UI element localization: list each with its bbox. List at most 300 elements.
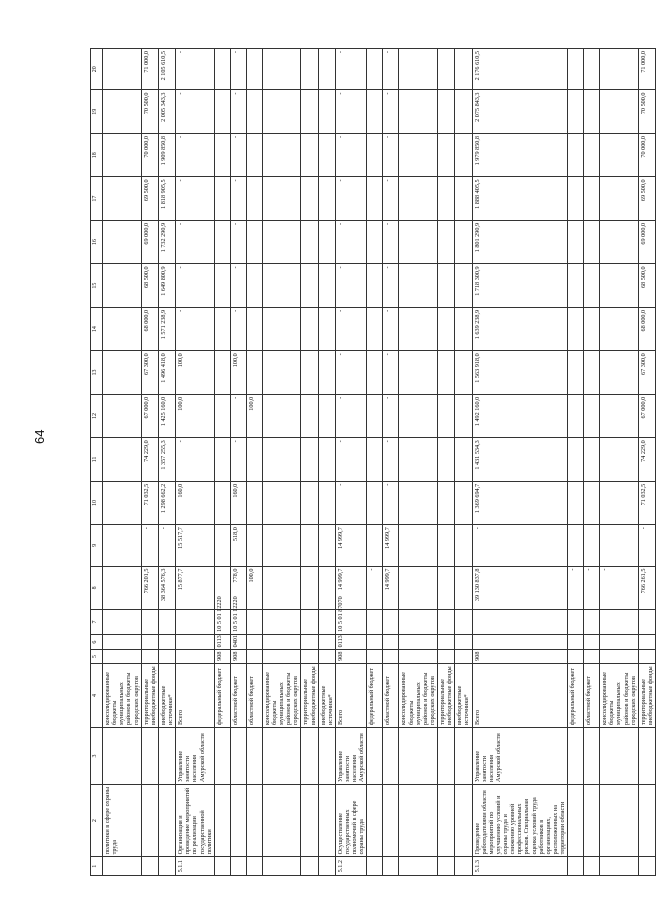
table-cell: 2 105 610,5 bbox=[158, 49, 175, 91]
table-cell bbox=[399, 634, 438, 650]
table-cell bbox=[214, 49, 230, 91]
table-cell bbox=[568, 49, 584, 91]
table-cell bbox=[246, 49, 262, 91]
table-cell bbox=[568, 307, 584, 350]
table-cell: - bbox=[335, 394, 367, 437]
table-cell: 1 298 662,2 bbox=[158, 481, 175, 524]
table-cell bbox=[438, 351, 455, 394]
table-cell bbox=[214, 784, 230, 856]
table-cell: 70 500,0 bbox=[141, 90, 158, 133]
table-cell bbox=[103, 525, 142, 566]
table-cell: - bbox=[230, 438, 246, 481]
column-header: 18 bbox=[91, 133, 103, 176]
table-cell bbox=[246, 177, 262, 220]
table-cell: 68 000,0 bbox=[638, 307, 655, 350]
table-cell bbox=[367, 307, 383, 350]
column-header: 17 bbox=[91, 177, 103, 220]
table-cell: 15 877,7 bbox=[176, 566, 215, 609]
table-cell bbox=[584, 650, 600, 663]
table-cell: территориальные внебюджетные фонды bbox=[301, 663, 318, 727]
table-cell bbox=[103, 438, 142, 481]
table-cell bbox=[301, 351, 318, 394]
table-cell: федеральный бюджет bbox=[568, 663, 584, 727]
table-cell bbox=[399, 90, 438, 133]
table-cell: - bbox=[335, 351, 367, 394]
table-row bbox=[230, 49, 246, 876]
table-cell: 908 bbox=[335, 650, 367, 663]
table-cell: областной бюджет bbox=[584, 663, 600, 727]
table-cell: Проведение работодателями области мероприятий по улучшению условий и охраны труда и снижению уровней профессиональных рисков. Специальная оценка условий труда работников в организациях, расположенных на территории области bbox=[472, 784, 568, 856]
table-cell: 2 176 610,5 bbox=[472, 49, 568, 91]
table-cell bbox=[399, 784, 438, 856]
table-cell: 1 425 160,0 bbox=[158, 394, 175, 437]
table-cell: 67 000,0 bbox=[638, 394, 655, 437]
table-cell bbox=[301, 90, 318, 133]
table-cell bbox=[438, 784, 455, 856]
table-cell bbox=[638, 857, 655, 876]
table-cell: 1 818 905,5 bbox=[158, 177, 175, 220]
table-cell: внебюджетные источники* bbox=[318, 663, 335, 727]
table-cell: 39 130 837,8 bbox=[472, 566, 568, 609]
table-cell bbox=[584, 351, 600, 394]
table-cell bbox=[318, 307, 335, 350]
table-cell: - bbox=[230, 90, 246, 133]
column-header: 20 bbox=[91, 49, 103, 91]
table-cell bbox=[600, 784, 639, 856]
table-cell bbox=[455, 650, 472, 663]
table-cell bbox=[367, 264, 383, 307]
table-cell bbox=[301, 566, 318, 609]
table-cell bbox=[214, 438, 230, 481]
column-header: 8 bbox=[91, 566, 103, 609]
table-cell bbox=[246, 438, 262, 481]
table-cell bbox=[600, 650, 639, 663]
table-cell: - bbox=[176, 307, 215, 350]
table-cell bbox=[399, 728, 438, 785]
table-cell bbox=[301, 133, 318, 176]
table-cell bbox=[367, 220, 383, 263]
table-cell bbox=[262, 49, 301, 91]
table-cell bbox=[301, 728, 318, 785]
table-cell bbox=[600, 634, 639, 650]
table-cell bbox=[367, 525, 383, 566]
column-header: 6 bbox=[91, 634, 103, 650]
table-cell: 70 500,0 bbox=[638, 90, 655, 133]
table-cell: - bbox=[383, 307, 399, 350]
table-cell bbox=[568, 351, 584, 394]
table-cell: - bbox=[335, 481, 367, 524]
table-cell: 1 801 290,9 bbox=[472, 220, 568, 263]
table-cell: территориальные внебюджетные фонды bbox=[141, 663, 158, 727]
table-row bbox=[214, 49, 230, 876]
table-cell: - bbox=[638, 525, 655, 566]
table-cell bbox=[600, 220, 639, 263]
table-cell: 14 999,7 bbox=[335, 525, 367, 566]
table-cell: 1 357 255,3 bbox=[158, 438, 175, 481]
table-cell bbox=[214, 481, 230, 524]
rotated-table-container bbox=[90, 48, 654, 876]
table-cell bbox=[568, 438, 584, 481]
table-cell: - bbox=[176, 220, 215, 263]
table-cell bbox=[455, 49, 472, 91]
table-cell bbox=[318, 264, 335, 307]
table-cell bbox=[318, 351, 335, 394]
table-cell bbox=[367, 90, 383, 133]
table-cell bbox=[262, 728, 301, 785]
table-cell bbox=[438, 857, 455, 876]
table-cell bbox=[600, 49, 639, 91]
table-cell: 10 5 01 12220 bbox=[230, 610, 246, 635]
table-cell bbox=[399, 351, 438, 394]
table-cell: 67 000,0 bbox=[141, 394, 158, 437]
table-cell: - bbox=[335, 49, 367, 91]
table-cell bbox=[103, 177, 142, 220]
table-cell bbox=[367, 177, 383, 220]
table-cell bbox=[455, 481, 472, 524]
table-cell: - bbox=[383, 177, 399, 220]
table-cell bbox=[455, 634, 472, 650]
budget-table bbox=[90, 48, 656, 876]
table-cell: 908 bbox=[214, 650, 230, 663]
table-cell bbox=[103, 49, 142, 91]
table-cell bbox=[246, 634, 262, 650]
table-cell: - bbox=[176, 177, 215, 220]
table-cell: 38 364 576,3 bbox=[158, 566, 175, 609]
table-cell bbox=[584, 307, 600, 350]
table-cell bbox=[638, 784, 655, 856]
table-cell bbox=[600, 90, 639, 133]
table-cell: - bbox=[383, 90, 399, 133]
column-header: 16 bbox=[91, 220, 103, 263]
table-cell bbox=[103, 650, 142, 663]
column-header: 5 bbox=[91, 650, 103, 663]
table-cell: 69 500,0 bbox=[141, 177, 158, 220]
table-cell: 778,0 bbox=[230, 566, 246, 609]
table-cell bbox=[246, 220, 262, 263]
table-cell: 0113 bbox=[214, 634, 230, 650]
table-cell: - bbox=[472, 525, 568, 566]
table-cell: - bbox=[335, 264, 367, 307]
table-cell bbox=[399, 307, 438, 350]
table-cell bbox=[103, 394, 142, 437]
table-row bbox=[141, 49, 158, 876]
table-cell bbox=[230, 857, 246, 876]
table-cell: 100,0 bbox=[246, 566, 262, 609]
table-cell bbox=[568, 220, 584, 263]
table-cell bbox=[176, 634, 215, 650]
table-cell: федеральный бюджет bbox=[214, 663, 230, 727]
page-number: 64 bbox=[32, 429, 47, 444]
column-header: 10 bbox=[91, 481, 103, 524]
table-cell: 14 999,7 bbox=[383, 525, 399, 566]
table-cell: 71 000,0 bbox=[141, 49, 158, 91]
table-cell: 1 496 418,0 bbox=[158, 351, 175, 394]
table-cell bbox=[318, 634, 335, 650]
table-cell bbox=[438, 566, 455, 609]
table-cell bbox=[600, 177, 639, 220]
table-cell bbox=[399, 481, 438, 524]
table-cell bbox=[318, 481, 335, 524]
table-cell: 70 000,0 bbox=[638, 133, 655, 176]
table-cell: 100,0 bbox=[176, 351, 215, 394]
table-cell: 74 229,0 bbox=[141, 438, 158, 481]
table-cell: 0113 bbox=[335, 634, 367, 650]
table-cell bbox=[438, 264, 455, 307]
table-cell bbox=[103, 220, 142, 263]
table-cell bbox=[584, 784, 600, 856]
table-cell: областной бюджет bbox=[230, 663, 246, 727]
table-cell: 0401 bbox=[230, 634, 246, 650]
table-cell bbox=[438, 307, 455, 350]
table-cell: - bbox=[383, 438, 399, 481]
table-cell bbox=[103, 857, 142, 876]
table-cell: - bbox=[367, 566, 383, 609]
table-cell bbox=[246, 610, 262, 635]
table-header-row bbox=[91, 49, 103, 876]
table-cell: 1 909 850,8 bbox=[158, 133, 175, 176]
table-cell bbox=[367, 610, 383, 635]
table-cell bbox=[214, 220, 230, 263]
table-row bbox=[600, 49, 639, 876]
table-cell: 67 300,0 bbox=[141, 351, 158, 394]
table-cell: 1 979 850,8 bbox=[472, 133, 568, 176]
table-cell bbox=[214, 525, 230, 566]
table-cell bbox=[568, 784, 584, 856]
table-cell bbox=[399, 177, 438, 220]
column-header: 13 bbox=[91, 351, 103, 394]
table-row bbox=[246, 49, 262, 876]
table-row bbox=[318, 49, 335, 876]
table-row bbox=[158, 49, 175, 876]
table-row bbox=[399, 49, 438, 876]
table-cell bbox=[318, 177, 335, 220]
table-cell: территориальные внебюджетные фонды bbox=[638, 663, 655, 727]
table-cell bbox=[262, 220, 301, 263]
table-cell: 1 492 160,0 bbox=[472, 394, 568, 437]
table-cell: - bbox=[383, 133, 399, 176]
table-cell bbox=[383, 610, 399, 635]
table-cell bbox=[262, 566, 301, 609]
table-cell: 71 000,0 bbox=[638, 49, 655, 91]
table-cell: 1 888 405,5 bbox=[472, 177, 568, 220]
table-cell bbox=[367, 481, 383, 524]
table-cell: - bbox=[230, 49, 246, 91]
table-cell bbox=[214, 394, 230, 437]
table-cell bbox=[301, 438, 318, 481]
table-cell bbox=[301, 784, 318, 856]
table-cell: 71 032,5 bbox=[638, 481, 655, 524]
table-cell bbox=[367, 784, 383, 856]
table-cell bbox=[584, 610, 600, 635]
table-cell bbox=[141, 610, 158, 635]
table-cell: - bbox=[176, 49, 215, 91]
table-cell bbox=[367, 133, 383, 176]
table-cell bbox=[584, 728, 600, 785]
table-cell bbox=[262, 438, 301, 481]
table-row bbox=[176, 49, 215, 876]
table-cell: Управление занятости населения Амурской области bbox=[176, 728, 215, 785]
column-header: 19 bbox=[91, 90, 103, 133]
table-cell bbox=[246, 525, 262, 566]
table-cell bbox=[438, 220, 455, 263]
table-cell bbox=[568, 634, 584, 650]
table-cell: 1 571 238,9 bbox=[158, 307, 175, 350]
column-header: 14 bbox=[91, 307, 103, 350]
table-cell: 1 369 694,7 bbox=[472, 481, 568, 524]
table-cell: 160,0 bbox=[176, 481, 215, 524]
table-cell bbox=[600, 351, 639, 394]
column-header: 15 bbox=[91, 264, 103, 307]
table-cell bbox=[103, 264, 142, 307]
table-cell: 160,0 bbox=[230, 481, 246, 524]
table-cell bbox=[600, 438, 639, 481]
table-cell bbox=[318, 49, 335, 91]
table-cell: 100,0 bbox=[246, 394, 262, 437]
table-cell: - bbox=[176, 264, 215, 307]
table-cell bbox=[438, 49, 455, 91]
table-cell bbox=[262, 784, 301, 856]
table-cell bbox=[638, 650, 655, 663]
table-cell: 14 999,7 bbox=[335, 566, 367, 609]
table-cell bbox=[301, 220, 318, 263]
table-cell bbox=[383, 857, 399, 876]
table-cell bbox=[568, 133, 584, 176]
table-cell bbox=[301, 650, 318, 663]
table-cell: Осуществление государственных полномочий в сфере охраны труда bbox=[335, 784, 367, 856]
table-cell bbox=[399, 650, 438, 663]
table-cell bbox=[318, 610, 335, 635]
table-cell: 1 431 534,3 bbox=[472, 438, 568, 481]
table-cell bbox=[367, 728, 383, 785]
table-cell bbox=[399, 133, 438, 176]
table-cell bbox=[438, 728, 455, 785]
column-header: 4 bbox=[91, 663, 103, 727]
table-cell bbox=[438, 90, 455, 133]
table-cell: - bbox=[584, 566, 600, 609]
table-cell: 14 999,7 bbox=[383, 566, 399, 609]
table-cell bbox=[383, 728, 399, 785]
table-cell: 70 000,0 bbox=[141, 133, 158, 176]
table-cell: Организация и проведение мероприятий по реализации государственной политики bbox=[176, 784, 215, 856]
table-cell bbox=[472, 610, 568, 635]
table-cell: - bbox=[383, 264, 399, 307]
table-cell bbox=[318, 438, 335, 481]
table-cell bbox=[438, 394, 455, 437]
table-cell bbox=[600, 728, 639, 785]
table-cell: 69 000,0 bbox=[141, 220, 158, 263]
table-cell bbox=[367, 438, 383, 481]
table-cell bbox=[158, 728, 175, 785]
table-cell bbox=[141, 784, 158, 856]
table-cell: 5.1.1 bbox=[176, 857, 215, 876]
table-cell bbox=[399, 610, 438, 635]
table-row bbox=[301, 49, 318, 876]
table-cell: 2 075 843,3 bbox=[472, 90, 568, 133]
table-cell bbox=[399, 525, 438, 566]
table-cell bbox=[568, 264, 584, 307]
table-cell: консолидированные бюджеты муниципальных районов и бюджеты городских округов bbox=[399, 663, 438, 727]
table-cell bbox=[438, 634, 455, 650]
table-cell bbox=[262, 264, 301, 307]
table-cell bbox=[438, 610, 455, 635]
table-cell: 68 000,0 bbox=[141, 307, 158, 350]
column-header: 11 bbox=[91, 438, 103, 481]
table-cell bbox=[399, 220, 438, 263]
table-cell bbox=[141, 728, 158, 785]
table-cell bbox=[638, 728, 655, 785]
table-cell bbox=[438, 133, 455, 176]
table-cell: областной бюджет bbox=[246, 663, 262, 727]
table-cell bbox=[246, 307, 262, 350]
table-cell bbox=[367, 634, 383, 650]
table-cell: - bbox=[230, 220, 246, 263]
table-cell bbox=[158, 650, 175, 663]
table-cell: 1 563 918,0 bbox=[472, 351, 568, 394]
column-header: 1 bbox=[91, 857, 103, 876]
table-cell bbox=[214, 90, 230, 133]
table-cell bbox=[600, 857, 639, 876]
table-cell bbox=[158, 784, 175, 856]
table-cell: 5.1.3 bbox=[472, 857, 568, 876]
table-cell bbox=[301, 307, 318, 350]
table-cell bbox=[455, 264, 472, 307]
table-cell: - bbox=[335, 90, 367, 133]
table-cell bbox=[318, 566, 335, 609]
table-row bbox=[638, 49, 655, 876]
table-cell: 908 bbox=[472, 650, 568, 663]
table-cell bbox=[262, 90, 301, 133]
table-cell: 1 639 238,9 bbox=[472, 307, 568, 350]
table-cell bbox=[399, 394, 438, 437]
table-cell bbox=[455, 857, 472, 876]
table-cell bbox=[103, 90, 142, 133]
table-cell bbox=[318, 394, 335, 437]
table-cell bbox=[600, 133, 639, 176]
table-cell bbox=[367, 857, 383, 876]
table-cell bbox=[214, 264, 230, 307]
table-cell: - bbox=[176, 133, 215, 176]
table-cell bbox=[584, 220, 600, 263]
table-cell bbox=[367, 49, 383, 91]
table-cell: - bbox=[383, 49, 399, 91]
table-cell bbox=[638, 634, 655, 650]
table-cell bbox=[158, 610, 175, 635]
table-cell: 766 201,5 bbox=[141, 566, 158, 609]
table-cell bbox=[383, 650, 399, 663]
table-cell bbox=[246, 784, 262, 856]
table-cell bbox=[455, 728, 472, 785]
column-header: 12 bbox=[91, 394, 103, 437]
table-cell bbox=[568, 177, 584, 220]
table-cell bbox=[262, 481, 301, 524]
table-cell bbox=[141, 650, 158, 663]
table-cell: 1 718 300,9 bbox=[472, 264, 568, 307]
table-cell: - bbox=[230, 394, 246, 437]
table-body bbox=[103, 49, 656, 876]
table-cell bbox=[262, 307, 301, 350]
table-cell bbox=[568, 650, 584, 663]
table-cell bbox=[214, 133, 230, 176]
table-cell bbox=[141, 634, 158, 650]
table-cell bbox=[367, 351, 383, 394]
table-cell bbox=[399, 566, 438, 609]
table-cell bbox=[455, 394, 472, 437]
table-cell bbox=[246, 351, 262, 394]
table-cell bbox=[262, 857, 301, 876]
table-cell bbox=[246, 728, 262, 785]
table-cell: Управление занятости населения Амурской области bbox=[335, 728, 367, 785]
table-cell bbox=[301, 394, 318, 437]
